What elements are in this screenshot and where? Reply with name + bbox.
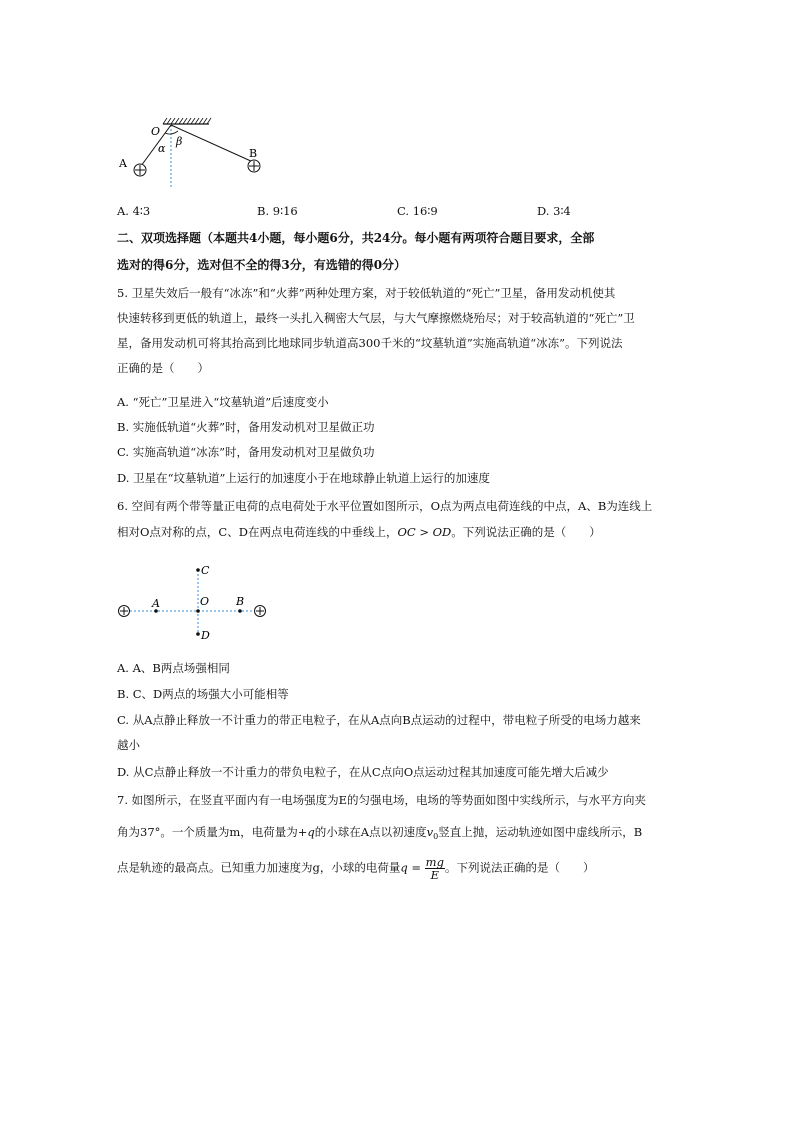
q4-option-b: B. 9∶16 xyxy=(257,204,298,218)
q5-option-d: D. 卫星在“坟墓轨道”上运行的加速度小于在地球静止轨道上运行的加速度 xyxy=(117,471,490,485)
pendulum-figure xyxy=(115,114,275,194)
q6-option-c: C. 从A点静止释放一不计重力的带正电粒子，在从A点向B点运动的过程中，带电粒子所受的电场力越来 xyxy=(117,713,641,727)
charges-figure xyxy=(112,560,272,646)
q7-velocity-subscript: 0 xyxy=(433,832,439,841)
label-o: O xyxy=(151,125,161,138)
q4-option-c: C. 16∶9 xyxy=(397,204,438,218)
q7-fraction xyxy=(425,856,445,881)
q7-line2-mid: 的小球在A点以初速度 xyxy=(314,825,427,839)
q7-charge: +q xyxy=(297,825,315,839)
section2-heading-line1: 二、双项选择题（本题共4小题，每小题6分，共24分。每小题有两项符合题目要求，全部 xyxy=(117,231,595,245)
q7-stem-line2 xyxy=(117,824,642,845)
q6-option-a: A. A、B两点场强相同 xyxy=(117,661,230,675)
label-d: D xyxy=(201,629,210,642)
q6-inequality: OC > OD xyxy=(397,525,452,539)
q5-option-a: A. “死亡”卫星进入“坟墓轨道”后速度变小 xyxy=(117,395,329,409)
point-c xyxy=(196,568,200,572)
q6-option-d: D. 从C点静止释放一不计重力的带负电粒子，在从C点向O点运动过程其加速度可能先增大后减少 xyxy=(117,765,609,779)
q4-option-a: A. 4∶3 xyxy=(117,204,151,218)
q7-fraction-denominator: E xyxy=(430,868,440,882)
q7-velocity: v xyxy=(426,825,434,839)
q7-stem-line3 xyxy=(117,856,594,881)
q5-stem-line4: 正确的是（ ） xyxy=(117,361,209,375)
section2-heading-line2: 选对的得6分，选对但不全的得3分，有选错的得0分） xyxy=(117,258,407,272)
q6-option-c-cont: 越小 xyxy=(117,738,140,752)
q4-option-d: D. 3∶4 xyxy=(537,204,571,218)
point-o xyxy=(196,609,200,613)
q5-option-b: B. 实施低轨道“火葬”时，备用发动机对卫星做正功 xyxy=(117,420,375,434)
label-alpha: α xyxy=(158,142,166,155)
q6-stem-line2 xyxy=(117,524,601,540)
q5-stem-line3: 星，备用发动机可将其抬高到比地球同步轨道高300千米的“坟墓轨道”实施高轨道“冰冻”。下列说法 xyxy=(117,336,623,350)
label-b: B xyxy=(236,595,245,608)
label-beta: β xyxy=(176,135,183,148)
q6-stem-line1: 6. 空间有两个带等量正电荷的点电荷处于水平位置如图所示，O点为两点电荷连线的中点，A、B为连线上 xyxy=(117,499,653,513)
q6-option-b: B. C、D两点的场强大小可能相等 xyxy=(117,687,289,701)
point-b xyxy=(238,609,242,613)
string-b xyxy=(171,125,253,162)
q5-stem-line2: 快速转移到更低的轨道上，最终一头扎入稠密大气层，与大气摩擦燃烧殆尽；对于较高轨道的“死亡”卫 xyxy=(117,311,635,325)
q6-stem-line2-prefix: 相对O点对称的点，C、D在两点电荷连线的中垂线上， xyxy=(117,525,398,539)
q7-charge-eq: q = xyxy=(400,860,422,875)
q7-line3-prefix: 点是轨迹的最高点。已知重力加速度为g，小球的电荷量 xyxy=(117,860,401,875)
q5-stem-line1: 5. 卫星失效后一般有“冰冻”和“火葬”两种处理方案，对于较低轨道的“死亡”卫星，备用发动机使其 xyxy=(117,286,616,300)
q5-option-c: C. 实施高轨道“冰冻”时，备用发动机对卫星做负功 xyxy=(117,445,375,459)
label-a: A xyxy=(152,597,160,610)
q7-line2-suffix: 竖直上抛，运动轨迹如图中虚线所示，B xyxy=(438,825,643,839)
ceiling-hatch xyxy=(163,118,211,124)
q7-stem-line1: 7. 如图所示，在竖直平面内有一电场强度为E的匀强电场，电场的等势面如图中实线所示，与水平方向夹 xyxy=(117,793,647,807)
label-b: B xyxy=(249,147,258,160)
label-o: O xyxy=(200,595,210,608)
label-c: C xyxy=(201,564,210,577)
q6-stem-line2-suffix: 。下列说法正确的是（ ） xyxy=(451,525,601,539)
q7-fraction-numerator: mg xyxy=(425,855,444,869)
q7-line3-suffix: 。下列说法正确的是（ ） xyxy=(444,860,595,875)
angle-arc xyxy=(165,131,178,134)
point-d xyxy=(196,632,200,636)
label-a: A xyxy=(119,157,127,170)
q7-line2-prefix: 角为37°。一个质量为m，电荷量为 xyxy=(117,825,298,839)
